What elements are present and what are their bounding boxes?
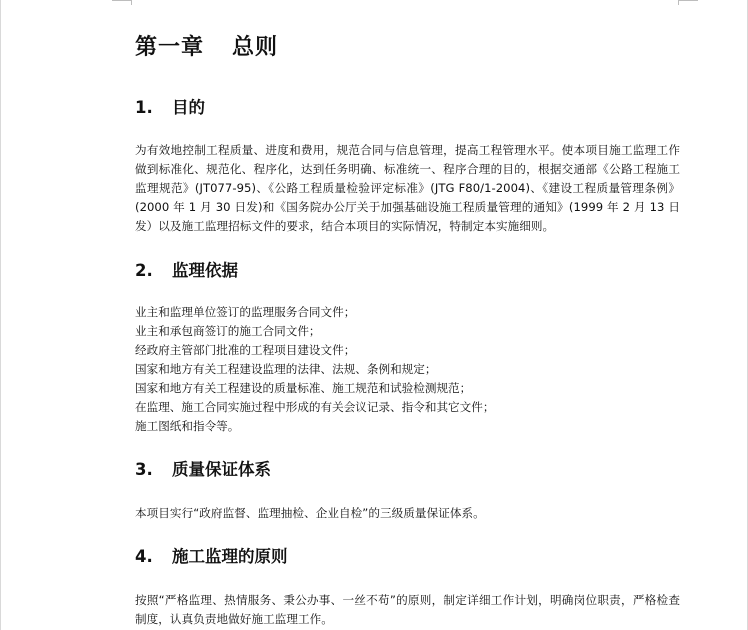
section-number: 3.	[135, 460, 153, 479]
section-heading	[135, 260, 238, 282]
section-title: 施工监理的原则	[172, 547, 288, 566]
list-item: 国家和地方有关工程建设的质量标准、施工规范和试验检测规范；	[135, 381, 472, 395]
margin-corner-mark	[112, 0, 132, 1]
section-title: 监理依据	[172, 261, 238, 280]
section-number: 1.	[135, 98, 153, 117]
section-paragraph: 本项目实行“政府监督、监理抽检、企业自检”的三级质量保证体系。	[135, 506, 485, 520]
list-item: 在监理、施工合同实施过程中形成的有关会议记录、指令和其它文件；	[135, 400, 495, 414]
page-left-edge	[0, 0, 1, 630]
list-item: 业主和监理单位签订的监理服务合同文件；	[135, 305, 356, 319]
margin-corner-mark	[678, 0, 679, 5]
section-number: 4.	[135, 547, 153, 566]
section-title: 目的	[172, 98, 205, 117]
document-body	[135, 30, 687, 626]
section-heading	[135, 459, 271, 481]
chapter-name: 总则	[232, 34, 279, 60]
list-item: 业主和承包商签订的施工合同文件；	[135, 324, 321, 338]
list-item: 施工图纸和指令等。	[135, 419, 240, 433]
section-paragraph: 为有效地控制工程质量、进度和费用，规范合同与信息管理，提高工程管理水平。使本项目施工监理工作做到标准化、规范化、程序化，达到任务明确、标准统一、程序合理的目的，根据交通部《公路工程施工监理规范》(JT077-95)、《公路工程质量检验评定标准》(JTG F80/1-2004)、《建设工程质量管理条例》(2000 年 1 月 30 日发)和《国务院办公厅关于加强基础设施工程质量管理的通知》(1999 年 2 月 13 日发）以及施工监理招标文件的要求，结合本项目的实际情况，特制定本实施细则。	[135, 143, 680, 233]
list-item: 经政府主管部门批准的工程项目建设文件；	[135, 343, 356, 357]
margin-corner-mark	[131, 0, 132, 5]
section-title: 质量保证体系	[172, 460, 271, 479]
basis-list	[135, 303, 680, 436]
section-paragraph: 按照“严格监理、热情服务、秉公办事、一丝不苟”的原则，制定详细工作计划，明确岗位职责，严格检查制度，认真负责地做好施工监理工作。	[135, 593, 680, 626]
section-number: 2.	[135, 261, 153, 280]
chapter-number: 第一章	[135, 34, 205, 60]
list-item: 国家和地方有关工程建设监理的法律、法规、条例和规定；	[135, 362, 437, 376]
section-heading	[135, 546, 288, 568]
chapter-title	[135, 30, 687, 64]
margin-corner-mark	[678, 0, 698, 1]
section-heading	[135, 97, 205, 119]
